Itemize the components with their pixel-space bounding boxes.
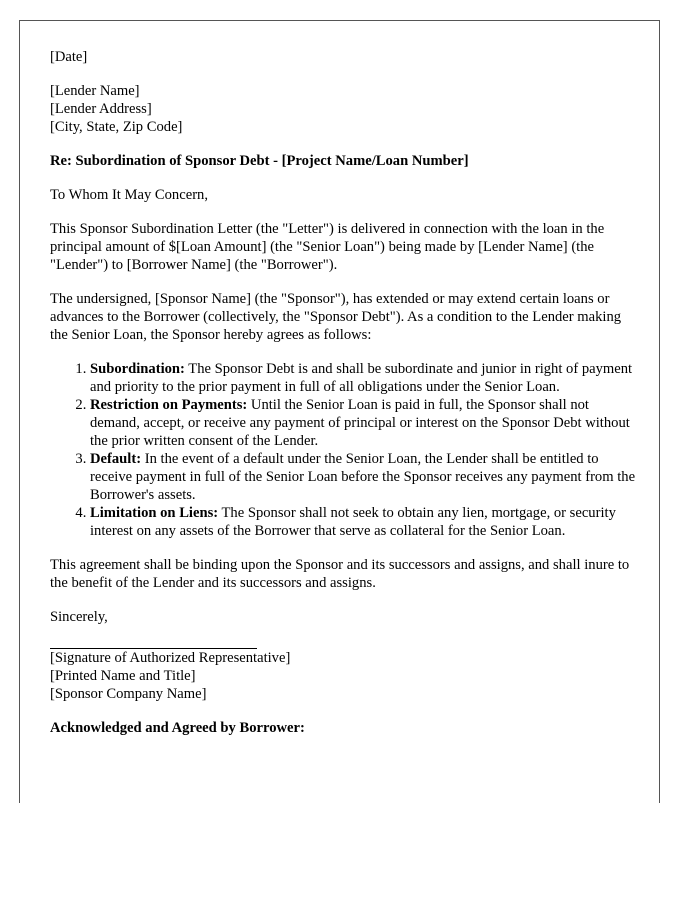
lender-city-state-zip: [City, State, Zip Code] xyxy=(50,119,183,135)
letter-page xyxy=(19,20,660,803)
closing: Sincerely, xyxy=(50,609,108,625)
sponsor-company-name: [Sponsor Company Name] xyxy=(50,686,207,702)
term-text: The Sponsor shall not seek to obtain any lien, mortgage, or security interest on any assets of the Borrower that serve as collateral for the Senior Loan. xyxy=(90,505,616,539)
term-text: In the event of a default under the Senior Loan, the Lender shall be entitled to receive payment in full of the Senior Loan before the Sponsor receives any payment from the Borrower's assets. xyxy=(90,451,636,503)
term-item xyxy=(90,450,640,504)
binding-paragraph: This agreement shall be binding upon the Sponsor and its successors and assigns, and shall inure to the benefit of the Lender and its successors and assigns. xyxy=(50,557,630,591)
term-heading: Default: xyxy=(90,451,142,467)
intro-paragraph: This Sponsor Subordination Letter (the "Letter") is delivered in connection with the loan in the principal amount of $[Loan Amount] (the "Senior Loan") being made by [Lender Name] (the "Lender") to [Borrower Name] (the "Borrower"). xyxy=(50,221,605,273)
term-item xyxy=(90,396,640,450)
signature-block xyxy=(50,649,640,703)
letter-body xyxy=(50,48,640,737)
term-heading: Restriction on Payments: xyxy=(90,397,248,413)
lender-name: [Lender Name] xyxy=(50,83,140,99)
borrower-acknowledgement-heading: Acknowledged and Agreed by Borrower: xyxy=(50,720,305,736)
sponsor-paragraph: The undersigned, [Sponsor Name] (the "Sponsor"), has extended or may extend certain loans or advances to the Borrower (collectively, the "Sponsor Debt"). As a condition to the Lender making the Senior Loan, the Sponsor hereby agrees as follows: xyxy=(50,291,622,343)
lender-address-block xyxy=(50,82,640,136)
term-text: The Sponsor Debt is and shall be subordinate and junior in right of payment and priority to the prior payment in full of all obligations under the Senior Loan. xyxy=(90,361,633,395)
term-heading: Subordination: xyxy=(90,361,185,377)
salutation: To Whom It May Concern, xyxy=(50,187,208,203)
term-heading: Limitation on Liens: xyxy=(90,505,219,521)
term-item xyxy=(90,504,640,540)
printed-name-title: [Printed Name and Title] xyxy=(50,668,196,684)
term-item xyxy=(90,360,640,396)
term-text: Until the Senior Loan is paid in full, the Sponsor shall not demand, accept, or receive any payment of principal or interest on the Sponsor Debt without the prior written consent of the Lender. xyxy=(90,397,630,449)
subject-line: Re: Subordination of Sponsor Debt - [Project Name/Loan Number] xyxy=(50,153,469,169)
terms-list xyxy=(50,360,640,540)
lender-address: [Lender Address] xyxy=(50,101,152,117)
date-line: [Date] xyxy=(50,49,88,65)
signature-placeholder: [Signature of Authorized Representative] xyxy=(50,650,291,666)
